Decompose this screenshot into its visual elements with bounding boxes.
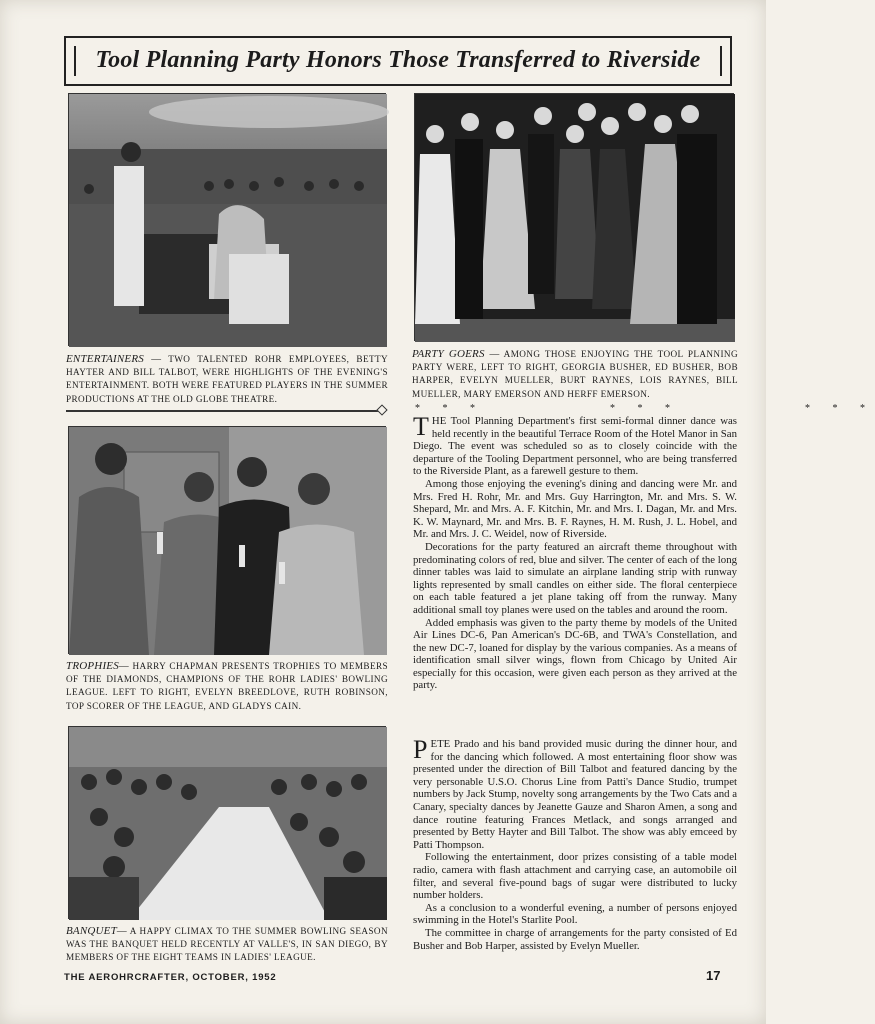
caption-banquet-text: A HAPPY CLIMAX TO THE SUMMER BOWLING SEASON WAS THE BANQUET HELD RECENTLY AT VALLE'S, IN SAN DIEGO, BY MEMBERS OF THE EIGHT TEAMS IN LADIES' LEAGUE.: [66, 926, 388, 963]
dropcap-t: T: [413, 412, 429, 441]
article-paragraph-8: The committee in charge of arrangements for the party consisted of Ed Busher and Bob Harper, assisted by Evelyn Mueller.: [413, 926, 737, 952]
caption-trophies-text: HARRY CHAPMAN PRESENTS TROPHIES TO MEMBERS OF THE DIAMONDS, CHAMPIONS OF THE ROHR LADIES' BOWLING LEAGUE. LEFT TO RIGHT, EVELYN BREEDLOVE, RUTH ROBINSON, TOP SCORER OF THE LEAGUE, AND GLADYS CAIN.: [66, 661, 388, 711]
divider-rule: [66, 410, 382, 412]
article-body: [413, 412, 737, 692]
article-paragraph-4: Added emphasis was given to the party theme by models of the United Air Lines DC-6, Pan American's DC-6B, and TWA's Constellation, and the new DC-7, loaned for display by the various companies. As a means of identification small silver wings, flown from Chicago by United Air especially for this occasion, were given each person as they arrived at the party.: [413, 616, 737, 692]
photo-party-goers: [414, 93, 734, 341]
caption-party-goers-lead: PARTY GOERS —: [412, 348, 500, 360]
article-paragraph-1: [413, 412, 737, 478]
page-title: Tool Planning Party Honors Those Transferred to Riverside: [95, 47, 701, 73]
article-paragraph-6: Following the entertainment, door prizes consisting of a table model radio, camera with flash attachment and carrying case, an automobile oil filter, and several five-pound bags of sugar were distributed to lucky number holders.: [413, 851, 737, 902]
page-number: 17: [706, 968, 721, 983]
caption-banquet: [66, 925, 388, 965]
trophies-image: [69, 427, 387, 655]
article-paragraph-7: As a conclusion to a wonderful evening, a number of persons enjoyed swimming in the Hotel's Starlite Pool.: [413, 901, 737, 927]
article-paragraph-2: Among those enjoying the evening's dining and dancing were Mr. and Mrs. Fred H. Rohr, Mr. and Mrs. Guy Harrington, Mr. and Mrs. S. W. Shepard, Mr. and Mrs. A. F. Kitchin, Mr. and Mrs. I. Dagan, Mr. and Mrs. K. W. Maynard, Mr. and Mrs. B. F. Raynes, H. M. Rush, J. L. Hobel, and Mr. and Mrs. J. C. Weidel, now of Riverside.: [413, 477, 737, 541]
caption-entertainers-lead: ENTERTAINERS —: [66, 353, 162, 365]
photo-banquet: [68, 726, 386, 919]
caption-trophies-lead: TROPHIES—: [66, 660, 129, 672]
party-goers-image: [415, 94, 735, 342]
section-separator: [415, 403, 875, 414]
photo-trophies: [68, 426, 386, 654]
article-body-2: [413, 735, 737, 952]
article-paragraph-5: [413, 735, 737, 851]
caption-trophies: [66, 660, 388, 713]
article-paragraph-5-text: ETE Prado and his band provided music during the dinner hour, and for the dancing which followed. A most entertaining floor show was presented under the direction of Bill Talbot and featured dancing by the very personable U.S.O. Chorus Line from Patti's Dance Studio, trumpet numbers by Jack Stump, novelty song arrangements by the Two Cats and a Canary, specialty dances by Jeanette Gauze and Sharon Amen, a song and dance routine featuring Frances Metlack, and songs arranged and presented by Betty Hayter and Bill Talbot. The show was ably emceed by Patti Thompson.: [413, 738, 737, 851]
dropcap-p: P: [413, 735, 428, 764]
caption-banquet-lead: BANQUET—: [66, 925, 127, 937]
banquet-image: [69, 727, 387, 920]
photo-entertainers: [68, 93, 386, 346]
caption-party-goers: [412, 348, 738, 401]
separator-stars: * * * * * * * * *: [415, 403, 875, 414]
caption-entertainers-text: TWO TALENTED ROHR EMPLOYEES, BETTY HAYTER AND BILL TALBOT, WERE HIGHLIGHTS OF THE EVENING'S ENTERTAINMENT. BOTH WERE FEATURED PLAYERS IN THE SUMMER PRODUCTIONS AT THE OLD GLOBE THEATRE.: [66, 354, 389, 404]
entertainers-image: [69, 94, 387, 347]
footer-magazine: THE AEROHRCRAFTER, OCTOBER, 1952: [64, 972, 277, 983]
headline-box: [64, 36, 732, 86]
article-paragraph-1-text: HE Tool Planning Department's first semi-formal dinner dance was held recently in the beautiful Terrace Room of the Hotel Manor in San Diego. The event was scheduled so as to closely coincide with the departure of the Tooling Department personnel, who are being transferred to the Riverside Plant, as a farewell gesture to them.: [413, 415, 737, 478]
caption-party-goers-text: AMONG THOSE ENJOYING THE TOOL PLANNING PARTY WERE, LEFT TO RIGHT, GEORGIA BUSHER, ED BUSHER, BOB HARPER, EVELYN MUELLER, BURT RAYNES, LOIS RAYNES, BILL MUELLER, MARY EMERSON AND HERFF EMERSON.: [412, 349, 738, 399]
divider-diamond: [376, 404, 387, 415]
article-paragraph-3: Decorations for the party featured an aircraft theme throughout with predominating colors of red, blue and silver. The center of each of the long dinner tables was laid to simulate an airplane landing strip with runway lights represented by small candles on either side. The floral centerpiece on each table featured a jet plane taking off from the runway. Many additional small toy planes were used on the tables and around the room.: [413, 540, 737, 616]
caption-entertainers: [66, 353, 388, 406]
